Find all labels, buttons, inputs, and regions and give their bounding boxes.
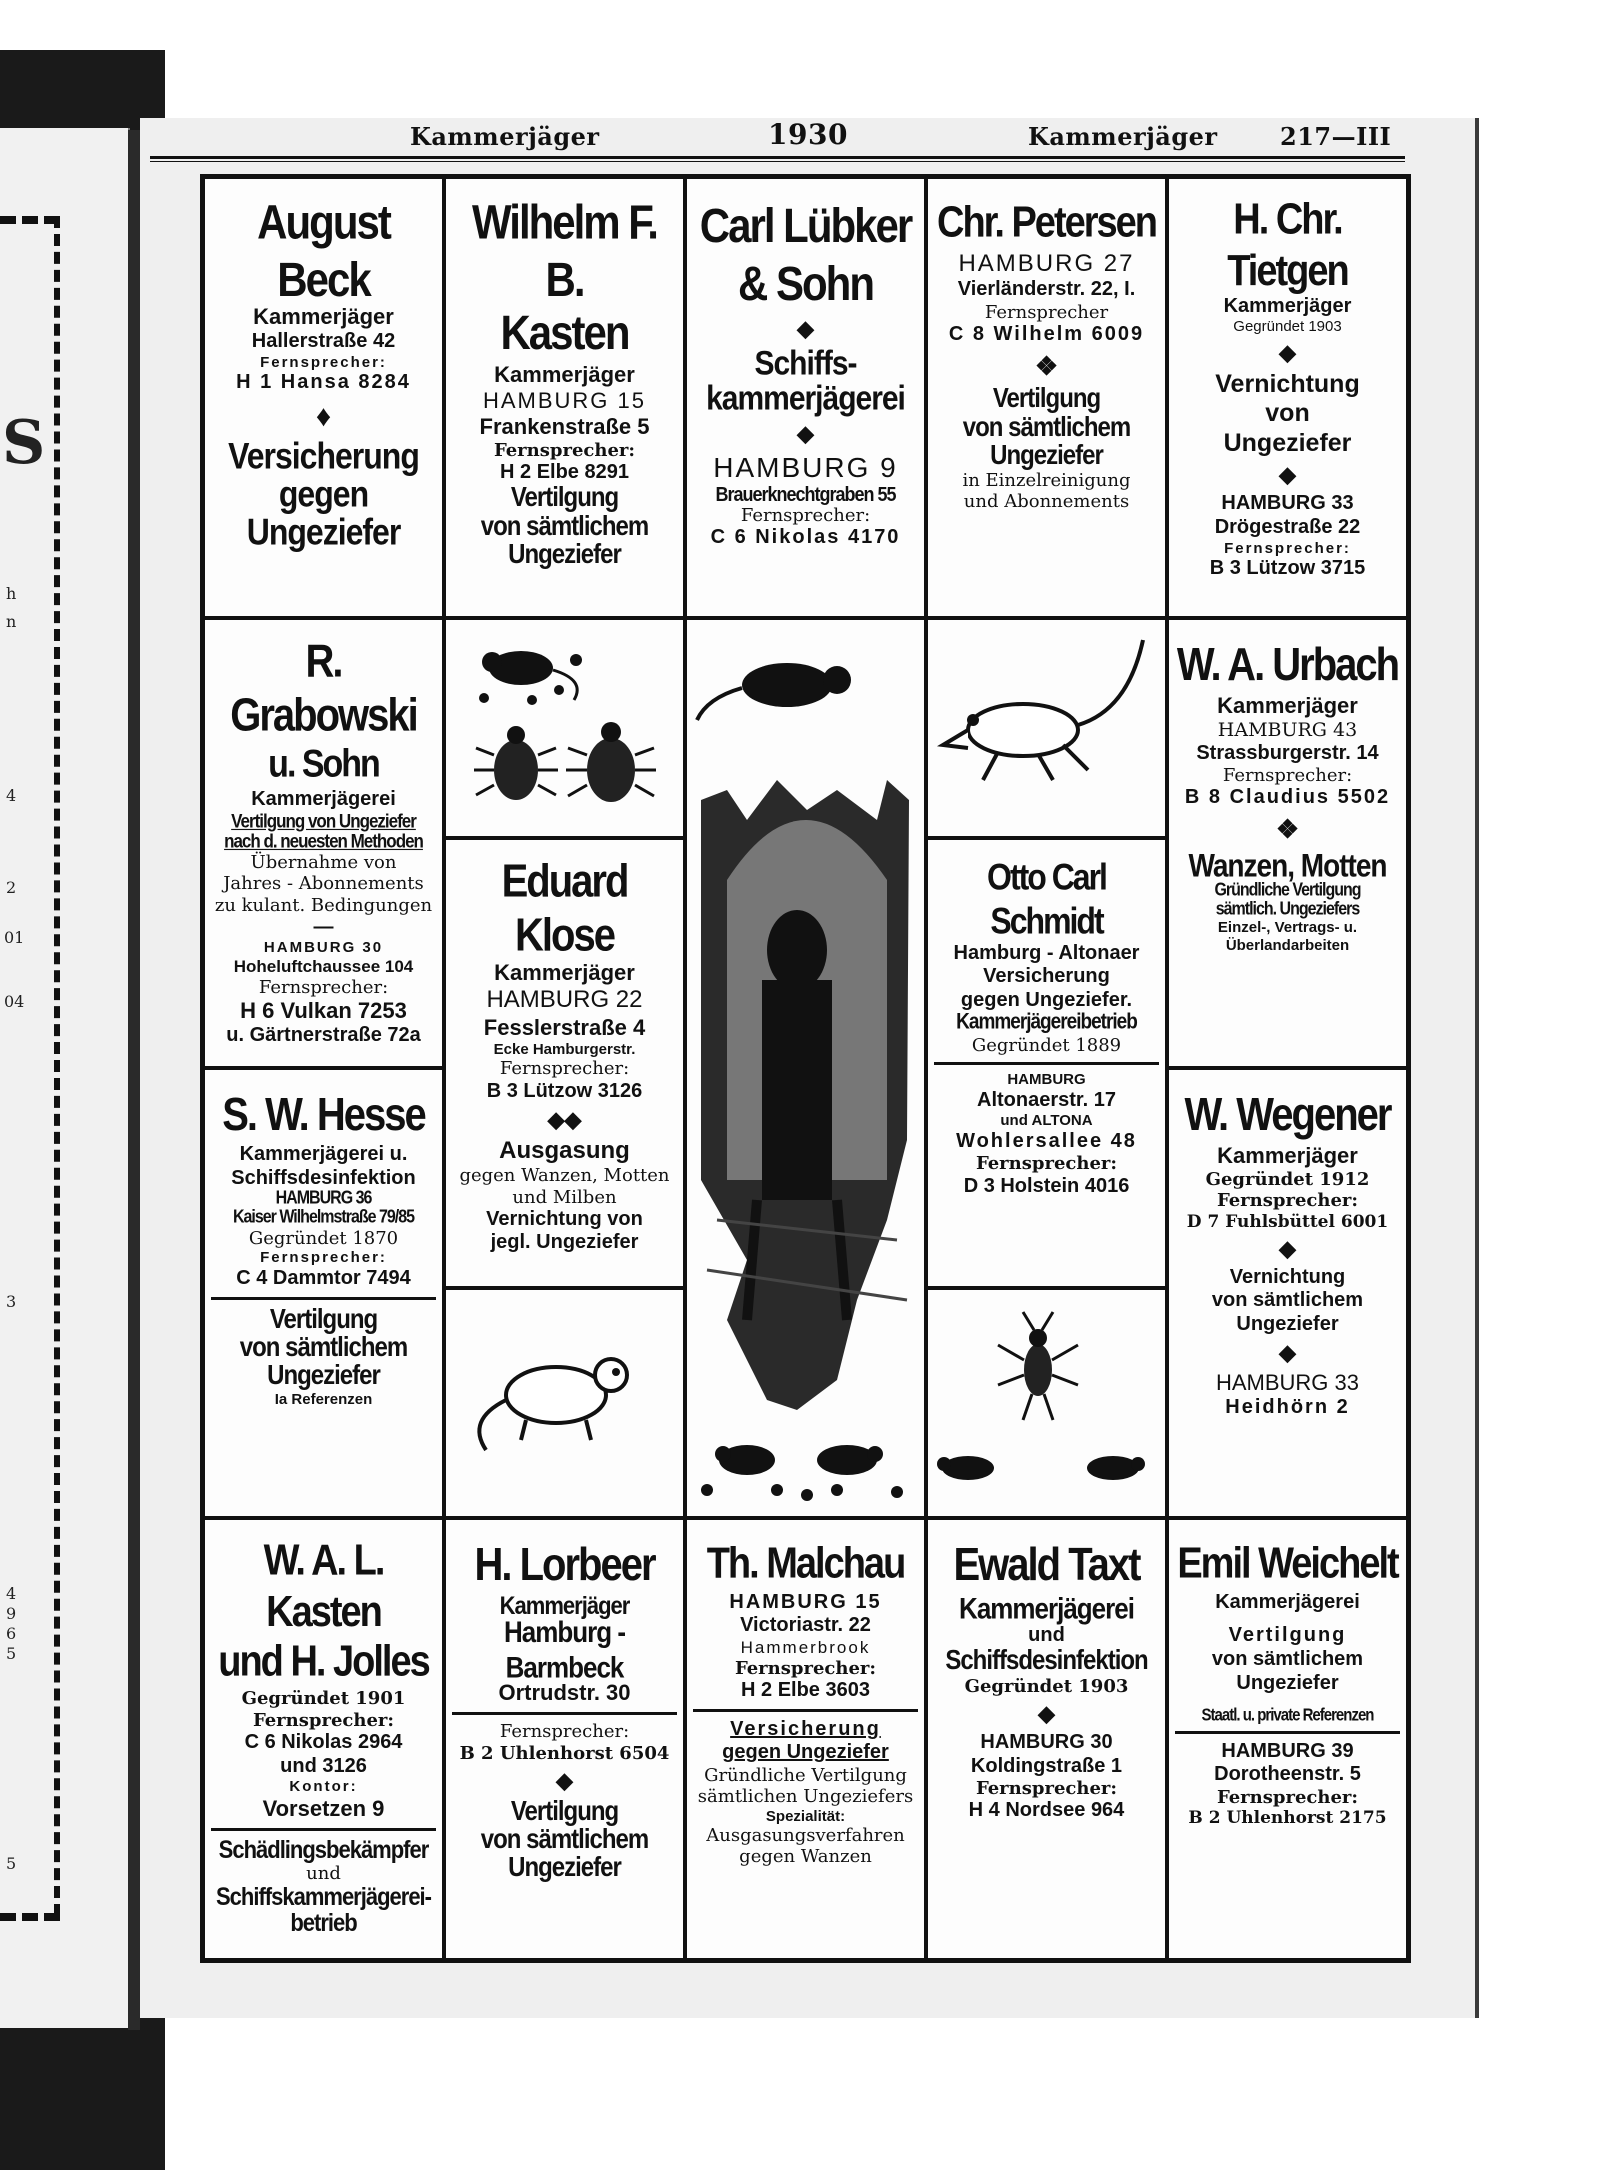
ad-name: & Sohn <box>738 255 873 311</box>
ad-line: und ALTONA <box>1000 1112 1093 1130</box>
prev-fragment: 3 <box>6 1292 17 1311</box>
directory-page <box>140 118 1479 2018</box>
ad-line: Fernsprecher: <box>1224 539 1351 557</box>
ad-august-beck <box>203 177 444 618</box>
ad-tietgen <box>1167 177 1408 618</box>
previous-page-edge <box>0 128 130 2028</box>
ad-line: Fernsprecher: <box>975 1153 1118 1175</box>
ad-line: HAMBURG 43 <box>1217 719 1358 742</box>
ad-name: H. Chr. Tietgen <box>1227 195 1348 296</box>
separator-dash <box>211 1297 436 1300</box>
diamond-icon: ◆ <box>1279 462 1296 488</box>
prev-fragment: n <box>6 612 17 631</box>
ad-chr-petersen <box>926 177 1167 618</box>
ad-name: August Beck <box>257 194 390 306</box>
ad-line: Ungeziefer <box>990 439 1103 471</box>
ad-w-wegener <box>1167 1068 1408 1518</box>
ad-line: Wohlersallee 48 <box>956 1129 1137 1152</box>
ad-line: D 7 Fuhlsbüttel 6001 <box>1186 1211 1389 1232</box>
ad-line: HAMBURG 36 <box>275 1188 372 1209</box>
ad-line: Fernsprecher <box>984 301 1109 323</box>
ad-line: Vertilgung <box>510 482 619 514</box>
header-year: 1930 <box>768 118 848 151</box>
ad-line: und 3126 <box>280 1754 367 1777</box>
ad-line: Gründliche Vertilgung <box>704 1765 907 1787</box>
ad-line: Fernsprecher: <box>740 505 871 527</box>
ad-line: Gegründet 1912 <box>1205 1169 1370 1191</box>
ad-name: u. Sohn <box>268 742 379 787</box>
prev-fragment: 5 <box>6 1644 17 1663</box>
ad-wilhelm-kasten <box>444 177 685 618</box>
ad-line: Hamburg - Barmbeck <box>504 1614 625 1685</box>
ad-line: Kammerjäger <box>494 361 635 387</box>
running-rat-drawing <box>928 620 1165 836</box>
ad-line: Fernsprecher: <box>499 1058 630 1080</box>
ad-line: Ausgasungsverfahren <box>706 1825 905 1847</box>
prev-fragment: 2 <box>6 878 17 897</box>
ad-line: von sämtlichem <box>962 411 1131 443</box>
ad-line: B 2 Uhlenhorst 6504 <box>459 1742 670 1764</box>
ad-line: Vertilgung von Ungeziefer <box>231 810 416 833</box>
ad-line: Fernsprecher: <box>499 1721 630 1743</box>
ad-line: Hallerstraße 42 <box>251 330 396 353</box>
ad-line: Gegründet 1889 <box>971 1034 1122 1056</box>
ad-line: Vernichtung von <box>486 1207 643 1230</box>
illustration-rat-bugs <box>444 618 685 838</box>
ad-line: Versicherung <box>228 435 419 477</box>
ad-line: Fernsprecher: <box>1216 1190 1359 1212</box>
ad-line: Ungeziefer <box>508 1852 621 1884</box>
prev-fragment: h <box>6 584 17 603</box>
ad-line: HAMBURG 39 <box>1221 1739 1354 1762</box>
ad-line: von <box>1265 399 1310 428</box>
double-diamond-icon: ◆◆ <box>547 1107 582 1133</box>
illustration-ratcatcher <box>685 618 926 1518</box>
ad-name: Eduard Klose <box>501 856 628 961</box>
ad-line: Überlandarbeiten <box>1225 937 1350 955</box>
ad-line: Hamburg - Altonaer <box>953 941 1140 964</box>
ad-line: B 3 Lützow 3126 <box>486 1079 643 1102</box>
ad-sw-hesse <box>203 1068 444 1518</box>
header-rule <box>150 156 1405 162</box>
ad-ewald-taxt <box>926 1518 1167 1960</box>
ornament-icon: ❖ <box>1275 813 1300 844</box>
ad-eduard-klose <box>444 838 685 1288</box>
separator-dash <box>934 1062 1159 1065</box>
ad-line: Ungeziefer <box>246 510 401 553</box>
ad-line: Brauerknechtgraben 55 <box>715 482 896 506</box>
insect-mice-drawing <box>928 1290 1165 1516</box>
ad-line: Ungeziefer <box>1236 1312 1339 1335</box>
ad-carl-luebker <box>685 177 926 618</box>
ad-line: Kammerjäger <box>253 304 394 330</box>
ad-line: HAMBURG 9 <box>713 451 898 483</box>
separator-dash <box>693 1709 918 1712</box>
ad-line: Kammerjägerei <box>959 1590 1134 1626</box>
ad-line: Vernichtung <box>1215 369 1360 398</box>
ad-name: S. W. Hesse <box>222 1089 425 1141</box>
ad-line: Gegründet 1903 <box>1233 318 1342 336</box>
ad-line: HAMBURG 30 <box>980 1730 1113 1753</box>
ad-line: betrieb <box>290 1907 357 1937</box>
ad-line: Vertilgung <box>269 1303 378 1335</box>
ad-line: Ecke Hamburgerstr. <box>493 1040 636 1058</box>
ad-line: Gegründet 1901 <box>241 1688 406 1710</box>
ad-line: Fernsprecher: <box>975 1778 1118 1800</box>
ad-line: Kammerjäger <box>1217 1143 1358 1169</box>
ad-line: Vierländerstr. 22, I. <box>957 278 1136 301</box>
prev-fragment: 4 <box>6 786 17 805</box>
ad-wa-urbach <box>1167 618 1408 1068</box>
ad-line: Vertilgung <box>510 1795 619 1827</box>
advertisement-grid <box>200 174 1411 1963</box>
ad-line: Hammerbrook <box>740 1638 871 1658</box>
ad-line: Jahres - Abonnements <box>223 873 424 895</box>
prev-fragment: 04 <box>4 992 25 1011</box>
ad-name: Wilhelm F. B. <box>472 194 657 306</box>
ad-line: Ungeziefer <box>267 1360 380 1392</box>
ad-name: Kasten <box>500 305 629 360</box>
ad-line: Fernsprecher: <box>260 353 387 371</box>
ad-line: und Abonnements <box>963 491 1130 513</box>
ad-line: Fernsprecher: <box>1222 765 1353 787</box>
ad-line: HAMBURG 30 <box>263 939 384 957</box>
ad-line: Vernichtung <box>1229 1265 1346 1288</box>
ad-line: Versicherung <box>730 1717 881 1740</box>
ad-line: Fesslerstraße 4 <box>483 1014 646 1040</box>
ad-line: Kammerjägerei <box>251 788 396 811</box>
ad-line: Schädlingsbekämpfer <box>218 1834 429 1864</box>
ad-line: Kammerjäger <box>499 1591 630 1620</box>
ad-line: Gründliche Vertilgung <box>1214 880 1361 900</box>
ad-line: Kammerjäger <box>494 960 635 986</box>
ad-line: Fernsprecher: <box>260 1249 387 1267</box>
prev-fragment: 01 <box>4 928 25 947</box>
rat-bugs-drawing <box>446 620 683 836</box>
ad-otto-carl-schmidt <box>926 838 1167 1288</box>
ad-line: Ia Referenzen <box>274 1390 373 1408</box>
ad-line: jegl. Ungeziefer <box>490 1231 639 1254</box>
ad-name: Th. Malchau <box>706 1539 905 1589</box>
ad-line: in Einzelreinigung <box>962 470 1131 492</box>
sitting-rat-drawing <box>446 1290 683 1516</box>
ad-line: D 3 Holstein 4016 <box>963 1174 1130 1197</box>
diamond-icon: ◆ <box>556 1767 573 1793</box>
ad-name: Otto Carl Schmidt <box>987 856 1106 942</box>
ad-name: W. A. L. Kasten <box>263 1536 384 1637</box>
ad-line: Drögestraße 22 <box>1214 515 1361 538</box>
ad-line: Ortrudstr. 30 <box>498 1680 631 1706</box>
diamond-icon: ◆ <box>797 316 814 342</box>
ad-line: von sämtlichem <box>480 1824 649 1856</box>
ad-name: Carl Lübker <box>699 198 912 253</box>
ad-line: Victoriastr. 22 <box>740 1614 871 1637</box>
ad-line: Vorsetzen 9 <box>262 1795 385 1821</box>
ornament-icon: ❖ <box>1034 350 1059 381</box>
ad-line: Gegründet 1870 <box>248 1228 399 1250</box>
ad-line: Strassburgerstr. 14 <box>1196 741 1379 764</box>
ad-line: von sämtlichem <box>239 1331 408 1363</box>
ad-line: Wanzen, Motten <box>1188 847 1387 883</box>
prev-fragment: 6 <box>6 1624 17 1643</box>
ad-line: Ungeziefer <box>1236 1671 1339 1694</box>
ad-line: nach d. neuesten Methoden <box>224 830 423 853</box>
ad-h-lorbeer <box>444 1518 685 1960</box>
ad-line: H 2 Elbe 8291 <box>500 460 629 483</box>
ad-line: C 8 Wilhelm 6009 <box>948 322 1145 345</box>
ad-line: B 3 Lützow 3715 <box>1209 557 1366 580</box>
ad-line: zu kulant. Bedingungen <box>214 894 433 916</box>
ad-line: gegen Wanzen, Motten <box>459 1165 670 1187</box>
ad-name: Ewald Taxt <box>953 1539 1140 1591</box>
ad-line: Kammerjäger <box>1223 294 1352 317</box>
separator-dash <box>452 1712 677 1715</box>
ad-line: Übernahme von <box>250 852 397 874</box>
ad-grabowski <box>203 618 444 1068</box>
diamond-icon: ◆ <box>1279 1235 1296 1261</box>
ad-line: B 2 Uhlenhorst 2175 <box>1188 1808 1387 1829</box>
ad-line: HAMBURG 33 <box>1215 1370 1360 1396</box>
ad-line: Gegründet 1903 <box>964 1675 1129 1697</box>
header-left: Kammerjäger <box>410 122 600 151</box>
ad-line: — <box>313 915 334 938</box>
ad-line: C 6 Nikolas 4170 <box>710 526 901 549</box>
ad-name: Emil Weichelt <box>1177 1539 1398 1589</box>
separator-dash <box>1175 1731 1400 1734</box>
ad-line: Schiffskammerjägerei- <box>216 1882 431 1911</box>
ad-line: von sämtlichem <box>1211 1289 1364 1312</box>
ad-line: Altonaerstr. 17 <box>977 1088 1116 1111</box>
ad-line: Dorotheenstr. 5 <box>1214 1763 1361 1786</box>
ad-line: Spezialität: <box>765 1807 846 1825</box>
ad-line: B 8 Claudius 5502 <box>1184 786 1391 809</box>
ad-line: Fernsprecher: <box>258 977 389 999</box>
diamond-icon: ◆ <box>797 420 814 446</box>
diamond-icon: ◆ <box>1279 339 1296 365</box>
ad-line: Kammerjägerei <box>1215 1590 1360 1613</box>
ad-th-malchau <box>685 1518 926 1960</box>
scan-margin <box>0 0 1600 50</box>
ad-name: W. A. Urbach <box>1176 639 1399 691</box>
illustration-insect-mice <box>926 1288 1167 1518</box>
book-gutter <box>128 130 140 2030</box>
ad-line: HAMBURG 15 <box>482 387 647 413</box>
ad-line: H 6 Vulkan 7253 <box>240 998 407 1024</box>
ad-emil-weichelt <box>1167 1518 1408 1960</box>
ad-line: Versicherung <box>983 965 1110 988</box>
ad-name: H. Lorbeer <box>474 1539 655 1591</box>
ad-line: gegen Wanzen <box>739 1846 872 1868</box>
ad-line: u. Gärtnerstraße 72a <box>226 1024 421 1047</box>
ad-line: Einzel-, Vertrags- u. <box>1217 919 1358 937</box>
ad-line: Ausgasung <box>499 1137 630 1165</box>
ad-line: Frankenstraße 5 <box>479 413 650 439</box>
ad-line: gegen <box>278 473 369 515</box>
ad-line: sämtlichen Ungeziefers <box>697 1786 914 1808</box>
illustration-running-rat <box>926 618 1167 838</box>
ad-line: gegen Ungeziefer. <box>960 988 1133 1011</box>
ad-line: Fernsprecher: <box>252 1709 395 1731</box>
ad-line: und <box>1028 1623 1065 1646</box>
running-header <box>140 118 1475 158</box>
prev-page-ornament-bottom <box>0 1913 60 1921</box>
ad-line: kammerjägerei <box>706 379 905 418</box>
ad-line: Schiffsdesinfektion <box>945 1645 1148 1677</box>
ad-line: HAMBURG 33 <box>1221 492 1354 515</box>
ad-line: Vertilgung <box>1228 1624 1347 1647</box>
prev-fragment: 5 <box>6 1854 17 1873</box>
ad-line: H 2 Elbe 3603 <box>741 1679 870 1702</box>
ad-name: und H. Jolles <box>218 1637 429 1686</box>
ad-wal-kasten-jolles <box>203 1518 444 1960</box>
ad-line: Kaiser Wilhelmstraße 79/85 <box>232 1207 415 1228</box>
ad-line: Heidhörn 2 <box>1225 1396 1350 1419</box>
ad-line: C 6 Nikolas 2964 <box>244 1730 403 1753</box>
ad-line: Ungeziefer <box>508 538 621 570</box>
separator-dash <box>211 1828 436 1831</box>
ad-line: Ungeziefer <box>1223 428 1352 457</box>
ad-line: und Milben <box>512 1186 617 1208</box>
ad-line: H 1 Hansa 8284 <box>236 371 411 394</box>
ad-line: Koldingstraße 1 <box>970 1754 1123 1777</box>
ad-line: Kammerjägereibetrieb <box>956 1010 1137 1035</box>
ad-line: Kontor: <box>289 1778 358 1796</box>
diamond-icon: ♦ <box>315 399 332 433</box>
ad-name: W. Wegener <box>1184 1089 1391 1141</box>
header-page-number: 217—III <box>1280 122 1392 151</box>
ad-name: R. Grabowski <box>230 636 417 741</box>
prev-fragment: S <box>2 408 46 478</box>
ad-line: von sämtlichem <box>480 510 649 542</box>
ad-line: Schiffsdesinfektion <box>231 1166 416 1189</box>
prev-fragment: 4 <box>6 1584 17 1603</box>
ad-line: Schiffs- <box>754 344 857 383</box>
prev-fragment: 9 <box>6 1604 17 1623</box>
prev-page-ornament-side <box>54 216 60 1916</box>
ad-line: H 4 Nordsee 964 <box>968 1799 1125 1822</box>
ad-line: gegen Ungeziefer <box>722 1741 889 1764</box>
prev-page-ornament <box>0 216 60 224</box>
ad-line: Fernsprecher: <box>1216 1787 1359 1809</box>
ad-name: Chr. Petersen <box>937 198 1156 248</box>
illustration-sitting-rat <box>444 1288 685 1518</box>
ad-line: und <box>306 1862 341 1884</box>
ad-line: C 4 Dammtor 7494 <box>236 1267 411 1290</box>
ad-line: HAMBURG <box>1007 1070 1086 1088</box>
ratcatcher-drawing <box>687 620 924 1516</box>
ad-line: von sämtlichem <box>1211 1648 1364 1671</box>
ad-line: HAMBURG 27 <box>958 249 1135 277</box>
header-center: Kammerjäger <box>1028 122 1218 151</box>
ad-line: Hoheluftchaussee 104 <box>233 957 414 977</box>
ad-line: Fernsprecher: <box>493 439 636 461</box>
ad-line: Kammerjäger <box>1217 693 1358 719</box>
diamond-icon: ◆ <box>1279 1340 1296 1366</box>
diamond-icon: ◆ <box>1038 1701 1055 1726</box>
ad-line: HAMBURG 22 <box>486 986 643 1014</box>
ad-line: Kammerjägerei u. <box>239 1143 408 1166</box>
ad-line: Fernsprecher: <box>734 1658 877 1680</box>
ad-line: sämtlich. Ungeziefers <box>1215 899 1360 919</box>
ad-line: HAMBURG 15 <box>729 1590 882 1613</box>
ad-line: Vertilgung <box>992 383 1101 415</box>
ad-line: Staatl. u. private Referenzen <box>1201 1705 1374 1726</box>
